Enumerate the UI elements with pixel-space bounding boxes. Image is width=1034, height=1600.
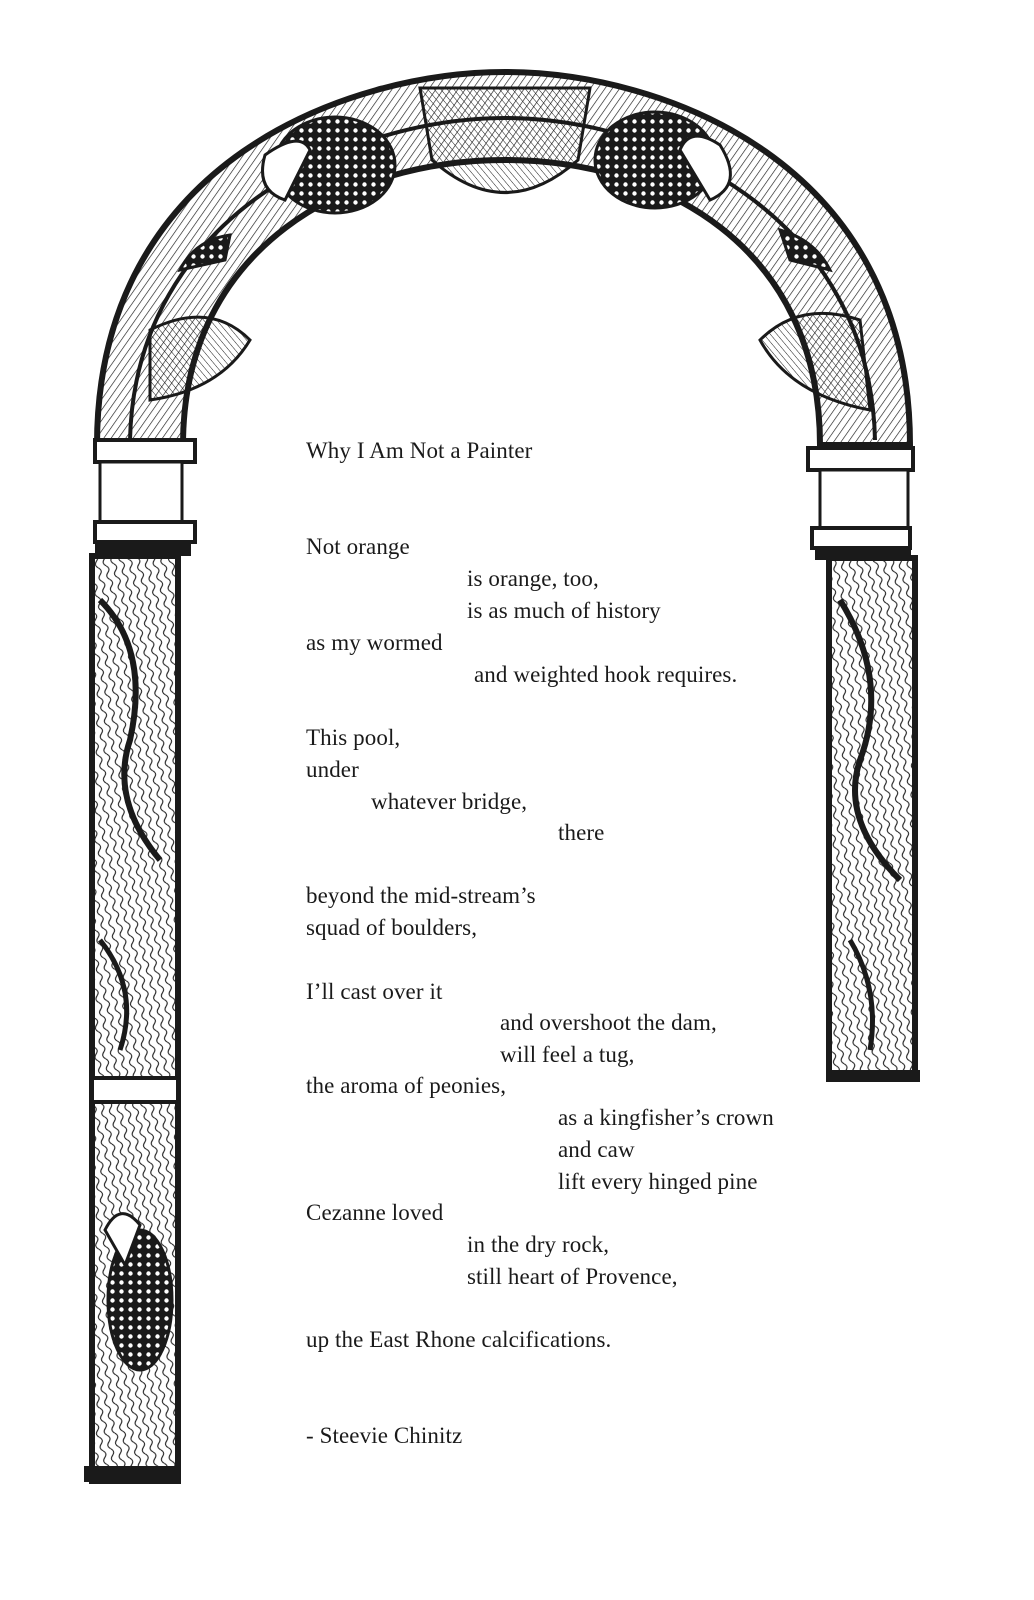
poem-line: as a kingfisher’s crown: [558, 1105, 774, 1130]
poem-line: in the dry rock,: [467, 1232, 610, 1257]
poem-line: is orange, too,: [467, 566, 599, 591]
poem-line: and caw: [558, 1137, 635, 1162]
left-column: [84, 556, 180, 1482]
poem-line: Cezanne loved: [306, 1200, 444, 1225]
poem-line: and weighted hook requires.: [474, 662, 738, 687]
poem-line: the aroma of peonies,: [306, 1073, 507, 1098]
poem-line: still heart of Provence,: [467, 1264, 678, 1289]
right-capital: [808, 448, 913, 560]
poem-line: beyond the mid-stream’s: [306, 883, 536, 908]
right-column: [826, 558, 920, 1082]
poem-line: as my wormed: [306, 630, 443, 655]
keystone-shield-icon: [420, 88, 590, 193]
poem-line: will feel a tug,: [500, 1042, 635, 1067]
poem-line: there: [558, 820, 605, 845]
poem-line: I’ll cast over it: [306, 979, 443, 1004]
poem-line: This pool,: [306, 725, 401, 750]
poem-author: - Steevie Chinitz: [306, 1423, 463, 1448]
poem-line: up the East Rhone calcifications.: [306, 1327, 612, 1352]
poem-line: under: [306, 757, 359, 782]
poem-line: is as much of history: [467, 598, 661, 623]
poem-line: and overshoot the dam,: [500, 1010, 717, 1035]
poem-line: squad of boulders,: [306, 915, 478, 940]
left-capital: [95, 440, 195, 556]
poem-title: Why I Am Not a Painter: [306, 438, 533, 463]
poem-line: lift every hinged pine: [558, 1169, 758, 1194]
kingfisher-icon: [150, 117, 395, 400]
poem-line: whatever bridge,: [371, 789, 528, 814]
poem-line: Not orange: [306, 534, 410, 559]
